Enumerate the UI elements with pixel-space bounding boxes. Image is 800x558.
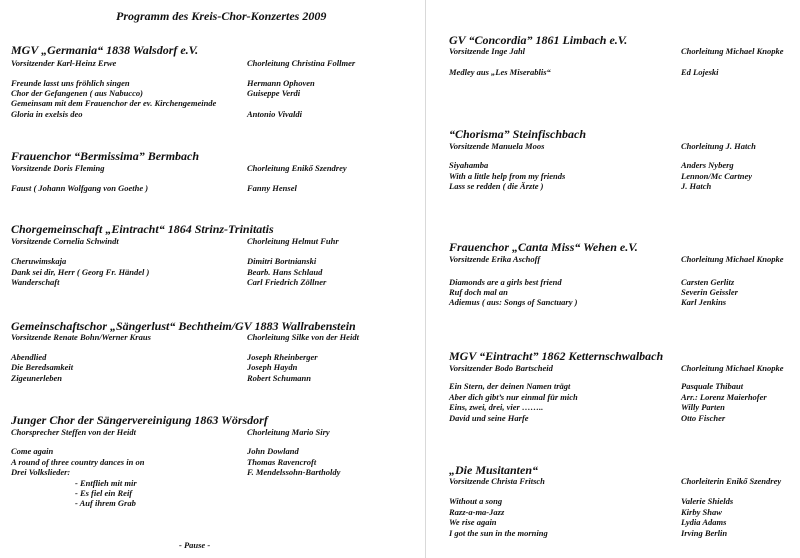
piece-title: Razz-a-ma-Jazz bbox=[449, 507, 505, 517]
piece-composer: Joseph Haydn bbox=[247, 362, 298, 372]
piece-composer: J. Hatch bbox=[681, 181, 712, 191]
piece-title: David und seine Harfe bbox=[449, 413, 529, 423]
piece-title: Die Beredsamkeit bbox=[11, 362, 74, 372]
choir-heading: Frauenchor „Canta Miss“ Wehen e.V. bbox=[449, 240, 638, 254]
conductor: Chorleitung Michael Knopke bbox=[681, 363, 784, 373]
piece-composer: Pasquale Thibaut bbox=[681, 381, 744, 391]
piece-title: Freunde lasst uns fröhlich singen bbox=[11, 78, 130, 88]
chair-person: Vorsitzende Renate Bohn/Werner Kraus bbox=[11, 332, 151, 342]
chair-person: Vorsitzende Doris Fleming bbox=[11, 163, 105, 173]
piece-title: I got the sun in the morning bbox=[449, 528, 548, 538]
piece-composer: F. Mendelssohn-Bartholdy bbox=[247, 467, 341, 477]
piece-title: A round of three country dances in on bbox=[11, 457, 145, 467]
piece-composer: Otto Fischer bbox=[681, 413, 726, 423]
choir-heading: “Chorisma” Steinfischbach bbox=[449, 127, 587, 141]
conductor: Chorleitung Enikő Szendrey bbox=[247, 163, 347, 173]
piece-title: Medley aus „Les Miserablis“ bbox=[449, 67, 551, 77]
piece-title: Siyahamba bbox=[449, 160, 489, 170]
conductor: Chorleitung J. Hatch bbox=[681, 141, 756, 151]
piece-composer: Bearb. Hans Schlaud bbox=[247, 267, 323, 277]
piece-title: Without a song bbox=[449, 496, 503, 506]
chair-person: Vorsitzende Erika Aschoff bbox=[449, 254, 541, 264]
piece-composer: Severin Geissler bbox=[681, 287, 738, 297]
piece-composer: John Dowland bbox=[247, 446, 299, 456]
piece-title: Chor der Gefangenen ( aus Nabucco) bbox=[11, 88, 143, 98]
piece-composer: Valerie Shields bbox=[681, 496, 734, 506]
piece-title: Ein Stern, der deinen Namen trägt bbox=[449, 381, 571, 391]
piece-title: Dank sei dir, Herr ( Georg Fr. Händel ) bbox=[11, 267, 150, 277]
piece-title: Gloria in exelsis deo bbox=[11, 109, 83, 119]
piece-composer: Willy Parten bbox=[681, 402, 725, 412]
chair-person: Vorsitzender Bodo Bartscheid bbox=[449, 363, 553, 373]
piece-composer: Karl Jenkins bbox=[681, 297, 727, 307]
piece-composer: Ed Lojeski bbox=[681, 67, 719, 77]
piece-composer: Carl Friedrich Zöllner bbox=[247, 277, 327, 287]
piece-title: Cheruwimskaja bbox=[11, 256, 67, 266]
piece-title: Come again bbox=[11, 446, 54, 456]
chair-person: Chorsprecher Steffen von der Heidt bbox=[11, 427, 136, 437]
piece-composer: Carsten Gerlitz bbox=[681, 277, 735, 287]
conductor: Chorleitung Christina Follmer bbox=[247, 58, 356, 68]
document-title: Programm des Kreis-Chor-Konzertes 2009 bbox=[116, 9, 327, 23]
choir-heading: MGV „Germania“ 1838 Walsdorf e.V. bbox=[11, 43, 199, 57]
song-subitem: - Auf ihrem Grab bbox=[75, 498, 136, 508]
piece-composer: Arr.: Lorenz Maierhofer bbox=[681, 392, 767, 402]
piece-title: We rise again bbox=[449, 517, 497, 527]
conductor: Chorleitung Michael Knopke bbox=[681, 46, 784, 56]
piece-composer: Fanny Hensel bbox=[247, 183, 297, 193]
piece-composer: Irving Berlin bbox=[681, 528, 728, 538]
piece-title: Diamonds are a girls best friend bbox=[449, 277, 562, 287]
piece-title: Zigeunerleben bbox=[11, 373, 62, 383]
piece-title: Aber dich gibt’s nur einmal für mich bbox=[449, 392, 578, 402]
piece-composer: Hermann Ophoven bbox=[247, 78, 315, 88]
chair-person: Vorsitzende Cornelia Schwindt bbox=[11, 236, 119, 246]
piece-title: With a little help from my friends bbox=[449, 171, 566, 181]
column-divider bbox=[425, 0, 426, 558]
piece-title: Drei Volkslieder: bbox=[11, 467, 71, 477]
choir-heading: Junger Chor der Sängervereinigung 1863 Wörsdorf bbox=[11, 413, 268, 427]
choir-heading: „Die Musitanten“ bbox=[449, 463, 539, 477]
pause-label: - Pause - bbox=[179, 540, 211, 550]
chair-person: Vorsitzende Manuela Moos bbox=[449, 141, 545, 151]
piece-composer: Thomas Ravencroft bbox=[247, 457, 317, 467]
piece-composer: Antonio Vivaldi bbox=[247, 109, 303, 119]
piece-title: Eins, zwei, drei, vier …….. bbox=[449, 402, 544, 412]
conductor: Chorleitung Silke von der Heidt bbox=[247, 332, 359, 342]
choir-heading: GV “Concordia” 1861 Limbach e.V. bbox=[449, 33, 628, 47]
piece-composer: Lennon/Mc Cartney bbox=[681, 171, 753, 181]
piece-composer: Joseph Rheinberger bbox=[247, 352, 318, 362]
conductor: Chorleitung Michael Knopke bbox=[681, 254, 784, 264]
conductor: Chorleitung Mario Siry bbox=[247, 427, 330, 437]
piece-title: Adiemus ( aus: Songs of Sanctuary ) bbox=[449, 297, 578, 307]
chair-person: Vorsitzende Christa Fritsch bbox=[449, 476, 545, 486]
song-subitem: - Entflieh mit mir bbox=[75, 478, 137, 488]
conductor: Chorleiterin Enikő Szendrey bbox=[681, 476, 782, 486]
piece-title: Faust ( Johann Wolfgang von Goethe ) bbox=[11, 183, 149, 193]
chair-person: Vorsitzende Inge Jahl bbox=[449, 46, 526, 56]
song-subitem: - Es fiel ein Reif bbox=[75, 488, 133, 498]
choir-heading: Gemeinschaftschor „Sängerlust“ Bechtheim/GV 1883 Wallrabenstein bbox=[11, 319, 356, 333]
piece-composer: Lydia Adams bbox=[681, 517, 727, 527]
piece-composer: Anders Nyberg bbox=[681, 160, 734, 170]
piece-composer: Guiseppe Verdi bbox=[247, 88, 301, 98]
piece-title: Wanderschaft bbox=[11, 277, 60, 287]
chair-person: Vorsitzender Karl-Heinz Erwe bbox=[11, 58, 117, 68]
piece-title: Lass se redden ( die Ärzte ) bbox=[449, 181, 544, 191]
piece-composer: Robert Schumann bbox=[247, 373, 312, 383]
piece-title: Ruf doch mal an bbox=[449, 287, 508, 297]
piece-title: Abendlied bbox=[11, 352, 47, 362]
choir-heading: MGV “Eintracht” 1862 Ketternschwalbach bbox=[449, 349, 664, 363]
choir-heading: Chorgemeinschaft „Eintracht“ 1864 Strinz-Trinitatis bbox=[11, 222, 274, 236]
piece-composer: Dimitri Bortnianski bbox=[247, 256, 317, 266]
piece-title: Gemeinsam mit dem Frauenchor der ev. Kirchengemeinde bbox=[11, 98, 217, 108]
choir-heading: Frauenchor “Bermissima” Bermbach bbox=[11, 149, 200, 163]
conductor: Chorleitung Helmut Fuhr bbox=[247, 236, 339, 246]
piece-composer: Kirby Shaw bbox=[681, 507, 722, 517]
